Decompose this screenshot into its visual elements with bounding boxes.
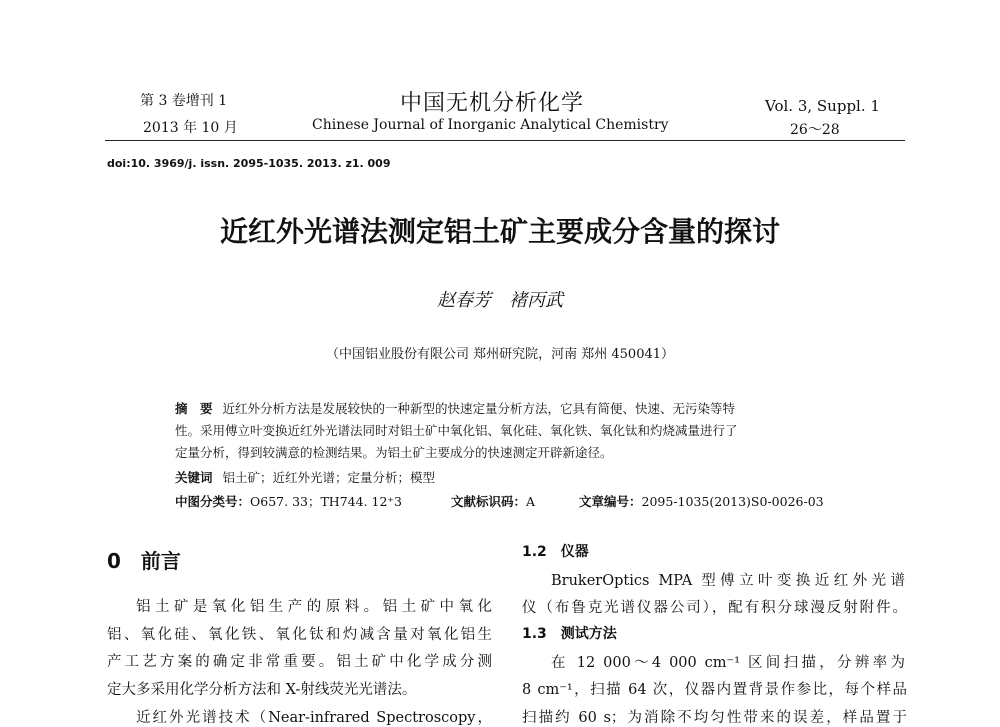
body-line: 定大多采用化学分析方法和 X-射线荧光光谱法。 [107, 682, 417, 698]
body-line: 近红外光谱技术（Near-infrared Spectroscopy， [136, 710, 492, 726]
abstract-line [175, 399, 850, 417]
section-heading-intro: 0 前言 [107, 549, 181, 573]
body-line: 8 cm⁻¹，扫描 64 次，仪器内置背景作参比，每个样品 [522, 682, 907, 698]
body-line: 产工艺方案的确定非常重要。铝土矿中化学成分测 [107, 654, 492, 670]
body-line: 扫描约 60 s；为消除不均匀性带来的误差，样品置于 [522, 710, 907, 726]
keywords [175, 468, 850, 486]
body-line: 在 12 000～4 000 cm⁻¹ 区间扫描，分辨率为 [551, 655, 905, 671]
abstract-label: 摘 要 [175, 401, 213, 416]
body-line: 铝土矿是氧化铝生产的原料。铝土矿中氧化 [136, 599, 492, 615]
page-range: 26～28 [790, 122, 840, 138]
classification-label: 中图分类号： [175, 494, 251, 509]
volume-en: Vol. 3, Suppl. 1 [765, 97, 880, 115]
doi: doi:10. 3969/j. issn. 2095-1035. 2013. z1. 009 [107, 157, 391, 170]
abstract-text: 近红外分析方法是发展较快的一种新型的快速定量分析方法，它具有简便、快速、无污染等特 [222, 401, 736, 416]
abstract-line: 定量分析，得到较满意的检测结果。为铝土矿主要成分的快速测定开辟新途径。 [175, 445, 613, 460]
doc-code-label: 文献标识码： [450, 494, 526, 509]
classification-value: O657. 33；TH744. 12⁺3 [250, 494, 402, 509]
article-no-label: 文章编号： [579, 494, 642, 509]
authors: 赵春芳 褚丙武 [437, 290, 563, 311]
volume-issue: 第 3 卷增刊 1 [140, 93, 228, 109]
issue-date: 2013 年 10 月 [143, 120, 238, 136]
abstract-line: 性。采用傅立叶变换近红外光谱法同时对铝土矿中氧化铝、氧化硅、氧化铁、氧化钛和灼烧减量进行了 [175, 423, 738, 438]
paper-title: 近红外光谱法测定铝土矿主要成分含量的探讨 [219, 215, 780, 248]
keywords-label: 关键词 [175, 470, 213, 485]
section-heading-method: 1.3 测试方法 [522, 626, 617, 642]
doc-code-value: A [525, 494, 536, 509]
journal-title-en: Chinese Journal of Inorganic Analytical Chemistry [312, 117, 669, 133]
body-line: 仪（布鲁克光谱仪器公司），配有积分球漫反射附件。 [522, 600, 907, 616]
header-rule [105, 140, 905, 141]
keywords-value: 铝土矿；近红外光谱；定量分析；模型 [222, 470, 436, 485]
body-line: BrukerOptics MPA 型傅立叶变换近红外光谱 [551, 573, 905, 589]
article-no-value: 2095-1035(2013)S0-0026-03 [641, 494, 824, 509]
journal-title-cn: 中国无机分析化学 [400, 91, 585, 116]
section-heading-instrument: 1.2 仪器 [522, 544, 589, 560]
body-line: 铝、氧化硅、氧化铁、氧化钛和灼减含量对氧化铝生 [107, 627, 492, 643]
affiliation: （中国铝业股份有限公司 郑州研究院，河南 郑州 450041） [325, 347, 675, 362]
classification-row [175, 492, 850, 510]
